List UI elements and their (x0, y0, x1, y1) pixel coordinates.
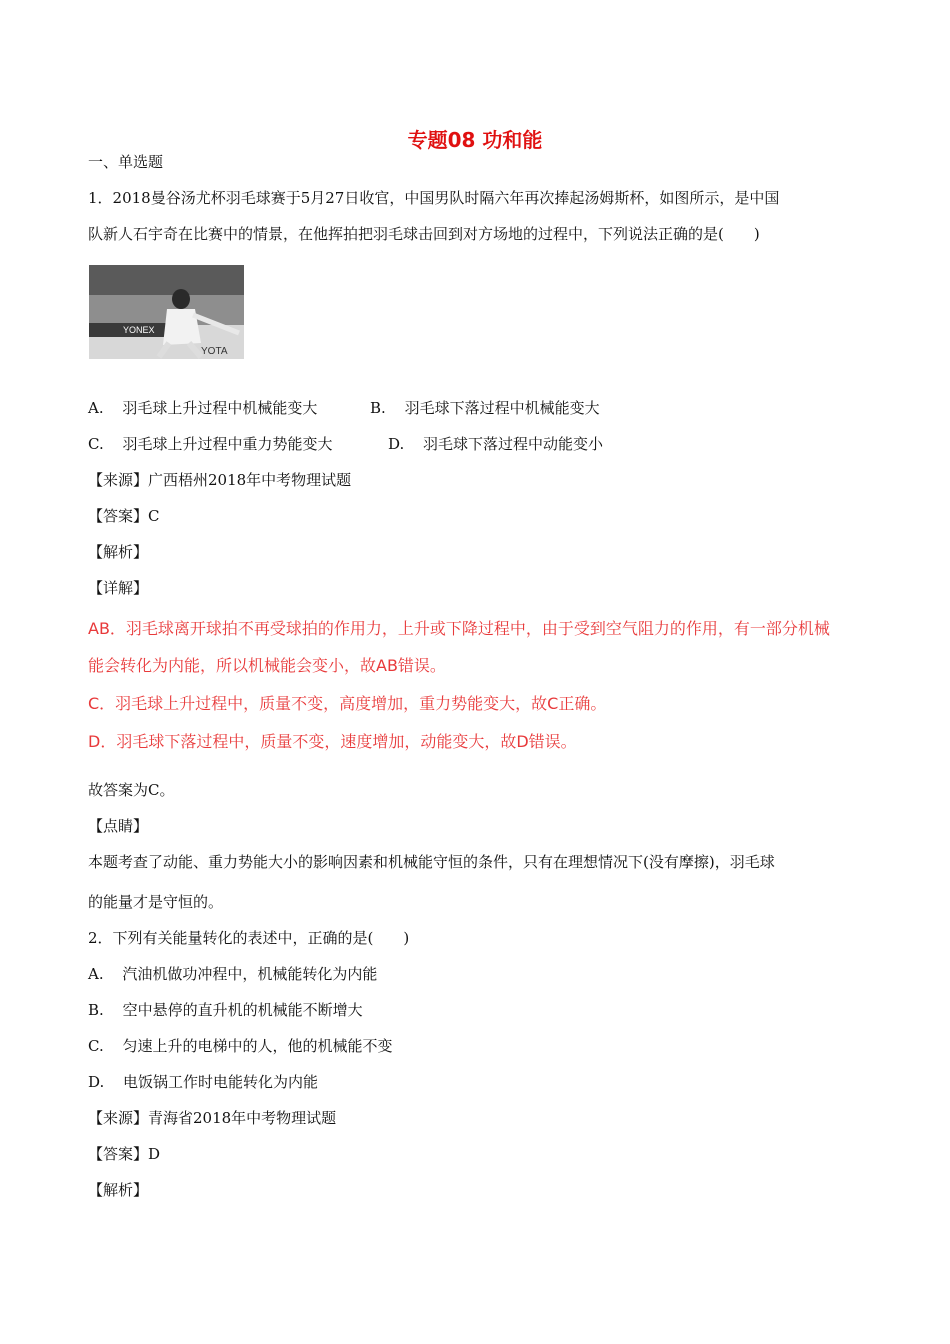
q1-conclusion: 故答案为C。 (88, 781, 175, 799)
q1-option-a-letter: A. (88, 399, 104, 417)
q2-option-d (88, 1072, 318, 1092)
q1-detail-line4: D．羽毛球下落过程中，质量不变，速度增加，动能变大，故D错误。 (88, 732, 577, 751)
q2-stem: 2．下列有关能量转化的表述中，正确的是( ) (88, 929, 410, 947)
q2-option-b-text: 空中悬停的直升机的机械能不断增大 (122, 1001, 363, 1019)
q1-option-b (370, 398, 600, 418)
section-heading: 一、单选题 (88, 153, 164, 171)
q2-source: 【来源】青海省2018年中考物理试题 (88, 1109, 337, 1127)
q1-option-a (88, 398, 317, 418)
q2-option-b-letter: B. (88, 1001, 104, 1019)
q1-option-b-letter: B. (370, 399, 386, 417)
q2-option-c-letter: C. (88, 1037, 104, 1055)
q1-comment-label: 【点睛】 (88, 817, 149, 835)
q1-option-c-text: 羽毛球上升过程中重力势能变大 (122, 435, 333, 453)
q1-stem-line2: 队新人石宇奇在比赛中的情景，在他挥拍把羽毛球击回到对方场地的过程中，下列说法正确的是( ) (88, 225, 760, 243)
q2-option-b (88, 1000, 363, 1020)
q1-source: 【来源】广西梧州2018年中考物理试题 (88, 471, 352, 489)
badminton-player-image (89, 265, 244, 359)
badminton-photo (89, 265, 244, 359)
q1-analysis-label: 【解析】 (88, 543, 149, 561)
q2-option-a-text: 汽油机做功冲程中，机械能转化为内能 (122, 965, 378, 983)
q2-option-c-text: 匀速上升的电梯中的人，他的机械能不变 (122, 1037, 393, 1055)
q1-detail-line2: 能会转化为内能，所以机械能会变小，故AB错误。 (88, 656, 446, 675)
q1-comment-line1: 本题考查了动能、重力势能大小的影响因素和机械能守恒的条件，只有在理想情况下(没有摩擦)，羽毛球 (88, 853, 775, 871)
q1-detail-line3: C．羽毛球上升过程中，质量不变，高度增加，重力势能变大，故C正确。 (88, 694, 607, 713)
page-title: 专题08 功和能 (407, 128, 543, 152)
q1-option-d (388, 434, 603, 454)
q1-option-b-text: 羽毛球下落过程中机械能变大 (404, 399, 600, 417)
photo-banner-text-2: YOTA (201, 346, 228, 357)
q1-stem-line1: 1．2018曼谷汤尤杯羽毛球赛于5月27日收官，中国男队时隔六年再次捧起汤姆斯杯，如图所示，是中国 (88, 189, 780, 207)
q1-comment-line2: 的能量才是守恒的。 (88, 893, 224, 911)
q1-option-d-letter: D. (388, 435, 405, 453)
q2-option-c (88, 1036, 393, 1056)
q1-option-a-text: 羽毛球上升过程中机械能变大 (122, 399, 318, 417)
q2-option-a (88, 964, 377, 984)
q1-answer: 【答案】C (88, 507, 160, 525)
q2-option-d-letter: D. (88, 1073, 105, 1091)
q1-detail-label: 【详解】 (88, 579, 149, 597)
q1-option-c (88, 434, 333, 454)
q2-option-a-letter: A. (88, 965, 104, 983)
q1-detail-line1: AB．羽毛球离开球拍不再受球拍的作用力，上升或下降过程中，由于受到空气阻力的作用，有一部分机械 (88, 619, 830, 638)
q2-answer: 【答案】D (88, 1145, 161, 1163)
q2-analysis-label: 【解析】 (88, 1181, 149, 1199)
q1-option-c-letter: C. (88, 435, 104, 453)
q2-option-d-text: 电饭锅工作时电能转化为内能 (123, 1073, 319, 1091)
q1-option-d-text: 羽毛球下落过程中动能变小 (423, 435, 604, 453)
photo-banner-text-1: YONEX (123, 325, 155, 335)
